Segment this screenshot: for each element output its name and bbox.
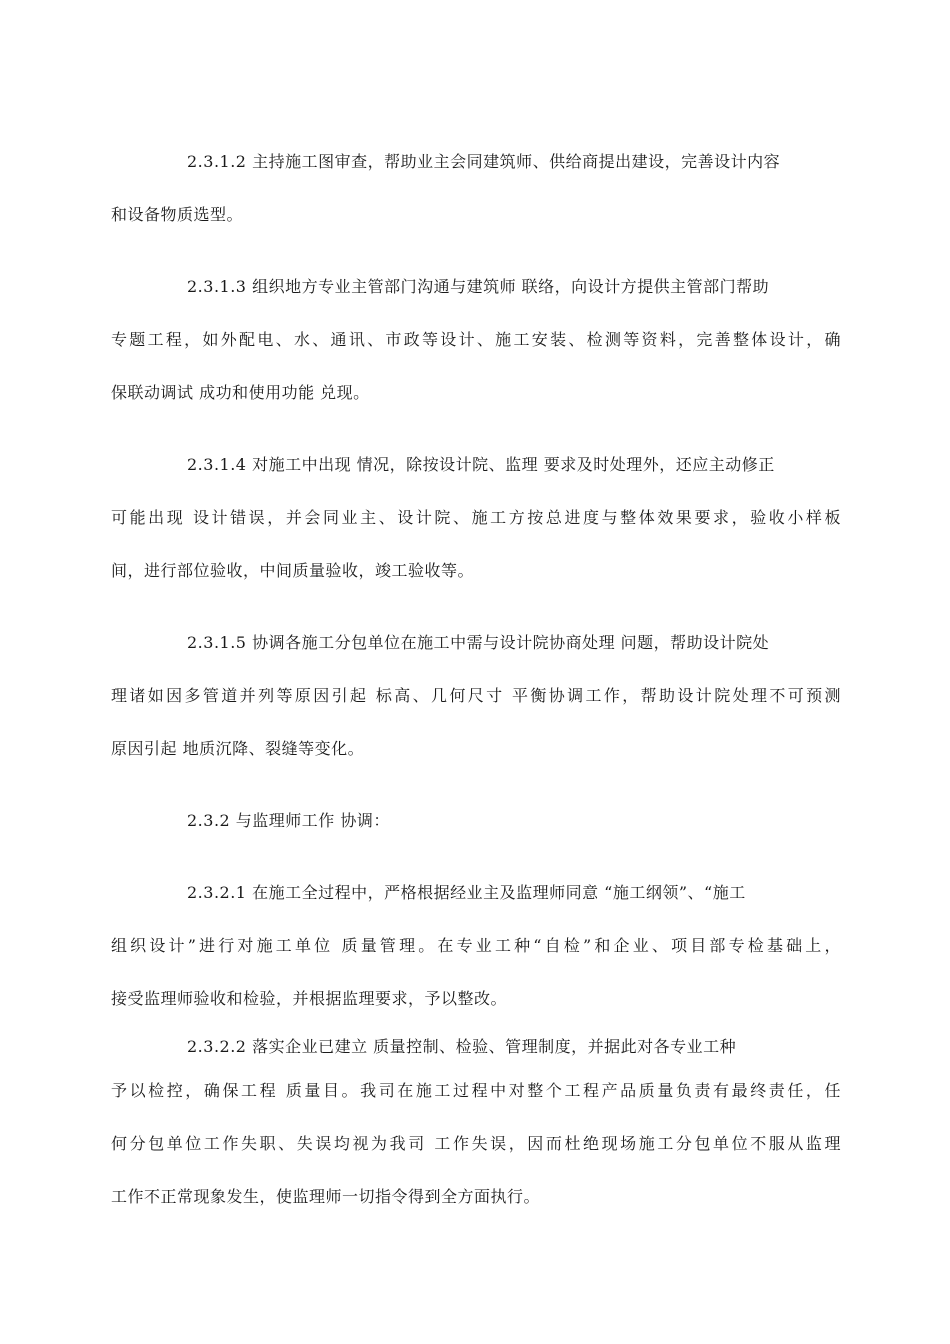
para-2-3-1-4-line-2: 可能出现 设计错误，并会同业主、设计院、施工方按总进度与整体效果要求，验收小样板 <box>111 508 841 527</box>
para-2-3-1-5-line-3: 原因引起 地质沉降、裂缝等变化。 <box>111 739 365 758</box>
para-2-3-1-3-line-1: 2.3.1.3 组织地方专业主管部门沟通与建筑师 联络，向设计方提供主管部门帮助 <box>187 277 770 296</box>
section-2-3-2-heading: 2.3.2 与监理师工作 协调： <box>187 811 390 830</box>
para-2-3-2-2-line-2: 予以检控，确保工程 质量目。我司在施工过程中对整个工程产品质量负责有最终责任，任 <box>111 1081 841 1100</box>
para-2-3-1-5-line-2: 理诸如因多管道并列等原因引起 标高、几何尺寸 平衡协调工作，帮助设计院处理不可预测 <box>111 686 841 705</box>
para-2-3-1-2-line-2: 和设备物质选型。 <box>111 205 244 224</box>
para-2-3-1-2-line-1: 2.3.1.2 主持施工图审查，帮助业主会同建筑师、供给商提出建设，完善设计内容 <box>187 152 781 171</box>
para-2-3-1-3-line-3: 保联动调试 成功和使用功能 兑现。 <box>111 383 370 402</box>
para-2-3-1-4-line-3: 间，进行部位验收，中间质量验收，竣工验收等。 <box>111 561 475 580</box>
para-2-3-1-3-line-2: 专题工程，如外配电、水、通讯、市政等设计、施工安装、检测等资料，完善整体设计，确 <box>111 330 841 349</box>
para-2-3-1-4-line-1: 2.3.1.4 对施工中出现 情况，除按设计院、监理 要求及时处理外，还应主动修正 <box>187 455 775 474</box>
para-2-3-1-5-line-1: 2.3.1.5 协调各施工分包单位在施工中需与设计院协商处理 问题，帮助设计院处 <box>187 633 770 652</box>
para-2-3-2-2-line-4: 工作不正常现象发生，使监理师一切指令得到全方面执行。 <box>111 1187 541 1206</box>
para-2-3-2-1-line-2: 组织设计”进行对施工单位 质量管理。在专业工种“自检”和企业、项目部专检基础上， <box>111 936 841 955</box>
para-2-3-2-2-line-1: 2.3.2.2 落实企业已建立 质量控制、检验、管理制度，并据此对各专业工种 <box>187 1037 737 1056</box>
para-2-3-2-1-line-3: 接受监理师验收和检验，并根据监理要求，予以整改。 <box>111 989 508 1008</box>
para-2-3-2-2-line-3: 何分包单位工作失职、失误均视为我司 工作失误，因而杜绝现场施工分包单位不服从监理 <box>111 1134 841 1153</box>
para-2-3-2-1-line-1: 2.3.2.1 在施工全过程中，严格根据经业主及监理师同意 “施工纲领”、“施工 <box>187 883 746 902</box>
